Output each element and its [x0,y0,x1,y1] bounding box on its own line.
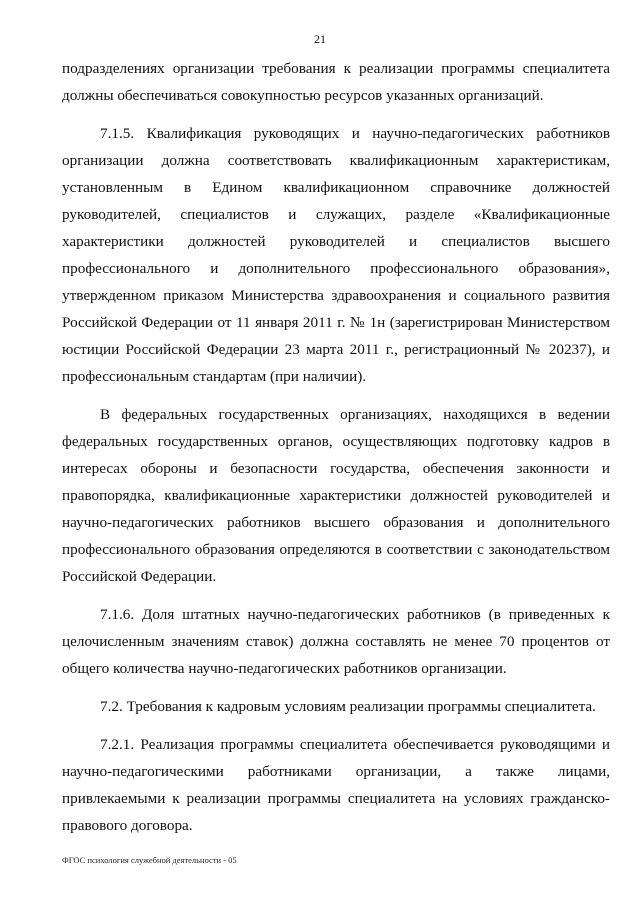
document-footer: ФГОС психология служебной деятельности - 05 [62,855,237,865]
paragraph-7-2: 7.2. Требования к кадровым условиям реализации программы специалитета. [100,698,596,715]
paragraph-continuation: подразделениях организации требования к реализации программы специалитета должны обеспечиваться совокупностью ресурсов указанных организаций. [62,60,610,104]
page-number: 21 [314,32,326,46]
paragraph-federal-organizations: В федеральных государственных организациях, находящихся в ведении федеральных государственных органов, осуществляющих подготовку кадров в интересах обороны и безопасности государства, обеспечения законности и правопорядка, квалификационные характеристики должностей руководителей и научно-педагогических работников высшего образования и дополнительного профессионального образования определяются в соответствии с законодательством Российской Федерации. [62,406,610,585]
paragraph-7-1-5: 7.1.5. Квалификация руководящих и научно-педагогических работников организации должна соответствовать квалификационным характеристикам, установленным в Едином квалификационном справочнике должностей руководителей, специалистов и служащих, разделе «Квалификационные характеристики должностей руководителей и специалистов высшего профессионального и дополнительного профессионального образования», утвержденном приказом Министерства здравоохранения и социального развития Российской Федерации от 11 января 2011 г. № 1н (зарегистрирован Министерством юстиции Российской Федерации 23 марта 2011 г., регистрационный № 20237), и профессиональным стандартам (при наличии). [62,125,610,385]
paragraph-7-2-1: 7.2.1. Реализация программы специалитета обеспечивается руководящими и научно-педагогическими работниками организации, а также лицами, привлекаемыми к реализации программы специалитета на условиях гражданско-правового договора. [62,736,610,834]
document-body [62,55,610,839]
paragraph-7-1-6: 7.1.6. Доля штатных научно-педагогических работников (в приведенных к целочисленным значениям ставок) должна составлять не менее 70 процентов от общего количества научно-педагогических работников организации. [62,606,610,677]
